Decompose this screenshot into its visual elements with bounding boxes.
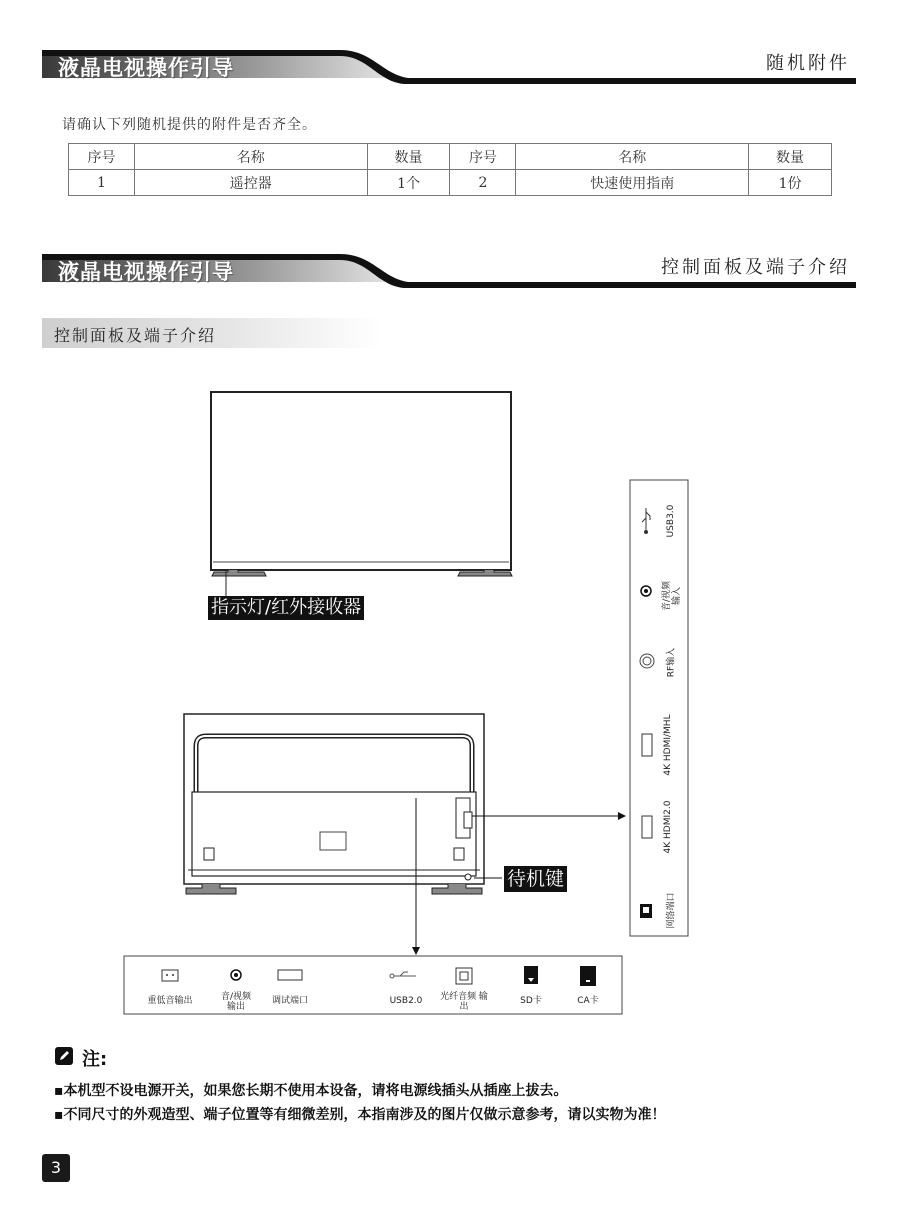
- section-header-accessories: [0, 44, 898, 104]
- notes-title: 注:: [82, 1049, 108, 1070]
- debug-port-icon: [278, 970, 302, 980]
- optical-output-port-icon: [456, 968, 472, 984]
- table-cell: 1份: [749, 170, 832, 196]
- hdmi-port-icon: [642, 734, 652, 756]
- subwoofer-port-icon: [162, 970, 178, 981]
- header-subtitle: 控制面板及端子介绍: [661, 257, 850, 278]
- table-header-cell: 数量: [749, 144, 832, 170]
- port-label: 4K HDMI/MHL: [663, 714, 673, 776]
- port-label: 调试端口: [271, 996, 308, 1006]
- port-label: USB2.0: [389, 996, 423, 1006]
- note-item: ▪不同尺寸的外观造型、端子位置等有细微差别，本指南涉及的图片仅做示意参考，请以实物为准！: [54, 1107, 666, 1123]
- section-subtitle-bar: [42, 318, 382, 348]
- tv-diagram: [0, 380, 898, 1030]
- indicator-callout: 指示灯/红外接收器: [208, 596, 364, 620]
- header-title: 液晶电视操作引导: [58, 260, 234, 284]
- tv-back-illustration: [184, 714, 484, 894]
- table-cell: 1个: [367, 170, 450, 196]
- section-subtitle: 控制面板及端子介绍: [54, 326, 217, 345]
- table-cell: 快速使用指南: [516, 170, 749, 196]
- table-cell: 遥控器: [134, 170, 367, 196]
- port-label: CA卡: [577, 996, 599, 1006]
- table-header-row: [69, 144, 832, 170]
- port-label: 重低音输出: [147, 996, 193, 1006]
- port-label: 光纤音频 输出: [440, 992, 488, 1012]
- page-number: 3: [42, 1154, 70, 1182]
- arrow-to-side-panel: [472, 812, 626, 820]
- hdmi-port-icon: [642, 816, 652, 838]
- table-header-cell: 数量: [367, 144, 450, 170]
- section-header-ports: [0, 248, 898, 308]
- port-label: 音/视频 输出: [220, 992, 252, 1012]
- table-header-cell: 名称: [134, 144, 367, 170]
- port-label: 网络端口: [666, 892, 677, 929]
- ethernet-port-icon: [640, 904, 652, 918]
- port-label: 音/视频 输入: [662, 580, 682, 612]
- table-cell: 2: [450, 170, 516, 196]
- accessory-table: [68, 143, 832, 196]
- standby-key-callout: 待机键: [504, 866, 567, 892]
- intro-text: 请确认下列随机提供的附件是否齐全。: [62, 117, 317, 133]
- table-header-cell: 序号: [450, 144, 516, 170]
- tv-front-illustration: [211, 392, 512, 602]
- ca-card-slot-icon: [580, 966, 596, 986]
- pencil-note-icon: [54, 1046, 76, 1066]
- header-title: 液晶电视操作引导: [58, 56, 234, 80]
- note-item: ▪本机型不设电源开关，如果您长期不使用本设备，请将电源线插头从插座上拔去。: [54, 1083, 568, 1099]
- table-header-cell: 名称: [516, 144, 749, 170]
- table-header-cell: 序号: [69, 144, 135, 170]
- side-port-panel: [630, 480, 688, 936]
- table-cell: 1: [69, 170, 135, 196]
- port-label: 4K HDMI2.0: [663, 800, 673, 854]
- sd-card-slot-icon: [524, 966, 538, 984]
- port-label: USB3.0: [666, 504, 676, 538]
- port-label: SD卡: [520, 996, 542, 1006]
- header-subtitle: 随机附件: [766, 53, 850, 74]
- table-row: [69, 170, 832, 196]
- port-label: RF输入: [666, 647, 677, 678]
